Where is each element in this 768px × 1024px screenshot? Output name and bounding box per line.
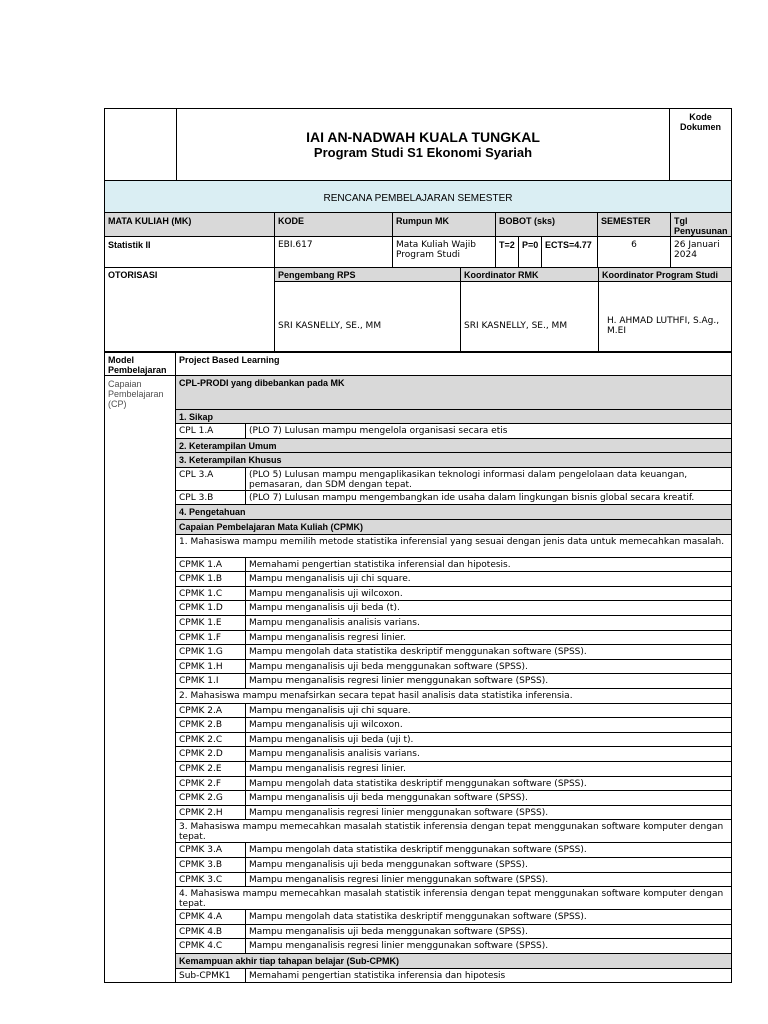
item-code: CPMK 2.B — [176, 718, 246, 733]
cp-label-spacer — [105, 505, 176, 520]
koordinator-prodi-label: Koordinator Program Studi — [599, 268, 732, 282]
item-code: CPMK 2.F — [176, 776, 246, 791]
item-code: CPL 3.A — [176, 467, 246, 490]
item-code: CPMK 1.C — [176, 586, 246, 601]
item-code: CPMK 1.G — [176, 645, 246, 660]
doc-title-cell — [105, 181, 732, 213]
cpmk-group-title: 4. Mahasiswa mampu memecahkan masalah statistik inferensia dengan tepat menggunakan software komputer dengan tepat. — [176, 887, 732, 910]
item-text: Mampu menganalisis uji beda menggunakan software (SPSS). — [246, 659, 732, 674]
cpmk-title: Capaian Pembelajaran Mata Kuliah (CPMK) — [176, 520, 732, 535]
cp-label-spacer — [105, 747, 176, 762]
cp-label-spacer — [105, 409, 176, 424]
item-text: Mampu menganalisis uji wilcoxon. — [246, 718, 732, 733]
item-code: CPMK 2.D — [176, 747, 246, 762]
item-code: CPMK 4.B — [176, 924, 246, 939]
program-name: Program Studi S1 Ekonomi Syariah — [313, 145, 533, 160]
item-code: CPMK 2.A — [176, 703, 246, 718]
cp-label-spacer — [105, 968, 176, 983]
item-code: CPMK 2.H — [176, 805, 246, 820]
semester-header: SEMESTER — [598, 213, 671, 237]
keterampilan-khusus-title: 3. Keterampilan Khusus — [176, 453, 732, 468]
item-text: Mampu menganalisis uji chi square. — [246, 572, 732, 587]
otorisasi-label: OTORISASI — [105, 268, 275, 352]
item-code: CPMK 1.E — [176, 616, 246, 631]
mk-value: Statistik II — [105, 237, 275, 268]
item-code: CPMK 1.H — [176, 659, 246, 674]
bobot-p-value: P=0 — [519, 237, 542, 268]
cp-label-spacer — [105, 805, 176, 820]
item-text: Mampu menganalisis uji beda (t). — [246, 601, 732, 616]
koordinator-rmk-value: SRI KASNELLY, SE., MM — [461, 282, 599, 352]
cp-label-spacer — [105, 910, 176, 925]
item-text: Mampu menganalisis regresi linier menggunakan software (SPSS). — [246, 805, 732, 820]
semester-value: 6 — [598, 237, 671, 268]
cp-label-spacer — [105, 953, 176, 968]
cp-label-spacer — [105, 630, 176, 645]
cp-label-spacer — [105, 791, 176, 806]
item-code: CPMK 1.B — [176, 572, 246, 587]
item-code: CPMK 3.A — [176, 843, 246, 858]
cp-label: Capaian Pembelajaran (CP) — [108, 379, 164, 409]
item-code: CPMK 4.C — [176, 939, 246, 954]
item-code: CPL 1.A — [176, 424, 246, 439]
cp-label-spacer — [105, 534, 176, 557]
cp-label-spacer — [105, 732, 176, 747]
kode-dokumen-label: Kode Dokumen — [679, 112, 721, 132]
item-text: Mampu mengolah data statistika deskriptif menggunakan software (SPSS). — [246, 645, 732, 660]
cp-label-spacer — [105, 490, 176, 505]
tgl-value: 26 Januari 2024 — [671, 237, 732, 268]
kode-dokumen-cell — [670, 109, 732, 181]
rumpun-header: Rumpun MK — [393, 213, 496, 237]
item-code: CPMK 1.D — [176, 601, 246, 616]
otorisasi-table — [104, 267, 732, 352]
item-text: Mampu menganalisis regresi linier. — [246, 630, 732, 645]
cp-label-spacer — [105, 820, 176, 843]
rumpun-value: Mata Kuliah Wajib Program Studi — [393, 237, 496, 268]
cp-label-spacer — [105, 857, 176, 872]
sub-cpmk-title: Kemampuan akhir tiap tahapan belajar (Sub-CPMK) — [176, 953, 732, 968]
institution-name: IAI AN-NADWAH KUALA TUNGKAL — [306, 129, 540, 145]
item-code: CPMK 2.E — [176, 761, 246, 776]
cp-label-spacer — [105, 674, 176, 689]
item-text: Mampu menganalisis uji beda menggunakan software (SPSS). — [246, 857, 732, 872]
cp-label-spacer — [105, 601, 176, 616]
item-text: Mampu menganalisis analisis varians. — [246, 616, 732, 631]
cp-label-spacer — [105, 761, 176, 776]
sikap-title: 1. Sikap — [176, 409, 732, 424]
cp-label-spacer — [105, 453, 176, 468]
item-text: (PLO 5) Lulusan mampu mengaplikasikan teknologi informasi dalam pengelolaan data keuangan, pemasaran, dan SDM dengan tepat. — [246, 467, 732, 490]
item-text: Memahami pengertian statistika inferensial dan hipotesis. — [246, 557, 732, 572]
item-code: CPL 3.B — [176, 490, 246, 505]
item-code: CPMK 1.A — [176, 557, 246, 572]
item-text: Memahami pengertian statistika inferensia dan hipotesis — [246, 968, 732, 983]
cp-label-spacer — [105, 467, 176, 490]
item-text: Mampu mengolah data statistika deskriptif menggunakan software (SPSS). — [246, 910, 732, 925]
item-text: Mampu mengolah data statistika deskriptif menggunakan software (SPSS). — [246, 843, 732, 858]
item-text: Mampu menganalisis uji chi square. — [246, 703, 732, 718]
cpmk-group-title: 3. Mahasiswa mampu memecahkan masalah statistik inferensia dengan tepat menggunakan software komputer dengan tepat. — [176, 820, 732, 843]
model-value: Project Based Learning — [176, 353, 732, 376]
cpmk-group-title: 1. Mahasiswa mampu memilih metode statistika inferensial yang sesuai dengan jenis data untuk memecahkan masalah. — [176, 534, 732, 557]
item-code: CPMK 3.B — [176, 857, 246, 872]
item-code: CPMK 3.C — [176, 872, 246, 887]
doc-title: RENCANA PEMBELAJARAN SEMESTER — [323, 192, 513, 204]
pengembang-value: SRI KASNELLY, SE., MM — [275, 282, 461, 352]
cp-body — [105, 376, 732, 983]
cp-label-spacer — [105, 703, 176, 718]
cp-label-spacer — [105, 586, 176, 601]
cp-label-spacer — [105, 438, 176, 453]
item-text: Mampu menganalisis analisis varians. — [246, 747, 732, 762]
cpl-prodi-title: CPL-PRODI yang dibebankan pada MK — [176, 376, 732, 410]
item-code: CPMK 1.F — [176, 630, 246, 645]
tgl-header: Tgl Penyusunan — [671, 213, 732, 237]
cp-label-spacer — [105, 776, 176, 791]
cpmk-group-title: 2. Mahasiswa mampu menafsirkan secara tepat hasil analisis data statistika inferensia. — [176, 689, 732, 704]
item-text: Mampu menganalisis regresi linier menggunakan software (SPSS). — [246, 674, 732, 689]
item-text: Mampu menganalisis uji beda menggunakan software (SPSS). — [246, 924, 732, 939]
item-text: Mampu menganalisis regresi linier menggunakan software (SPSS). — [246, 939, 732, 954]
kode-header: KODE — [275, 213, 393, 237]
cp-label-spacer — [105, 689, 176, 704]
pengetahuan-title: 4. Pengetahuan — [176, 505, 732, 520]
bobot-header: BOBOT (sks) — [496, 213, 598, 237]
institution-cell — [177, 109, 670, 181]
item-code: Sub-CPMK1 — [176, 968, 246, 983]
cp-label-spacer — [105, 924, 176, 939]
keterampilan-umum-title: 2. Keterampilan Umum — [176, 438, 732, 453]
item-code: CPMK 4.A — [176, 910, 246, 925]
bobot-ects-value: ECTS=4.77 — [542, 237, 598, 268]
kode-value: EBI.617 — [275, 237, 393, 268]
logo-cell — [105, 109, 177, 181]
cp-label-spacer — [105, 872, 176, 887]
item-text: Mampu menganalisis regresi linier menggunakan software (SPSS). — [246, 872, 732, 887]
cp-label-spacer — [105, 718, 176, 733]
cp-label-spacer — [105, 572, 176, 587]
cp-table — [104, 352, 732, 983]
cp-label-spacer — [105, 939, 176, 954]
koordinator-prodi-value: H. AHMAD LUTHFI, S.Ag., M.EI — [599, 282, 732, 352]
header-table — [104, 108, 732, 213]
cp-label-spacer — [105, 557, 176, 572]
cp-label-spacer — [105, 616, 176, 631]
item-text: Mampu menganalisis uji beda menggunakan software (SPSS). — [246, 791, 732, 806]
cp-label-spacer — [105, 645, 176, 660]
item-code: CPMK 2.G — [176, 791, 246, 806]
cp-label-spacer — [105, 520, 176, 535]
bobot-t-value: T=2 — [496, 237, 519, 268]
item-text: (PLO 7) Lulusan mampu mengembangkan ide usaha dalam lingkungan bisnis global secara kreatif. — [246, 490, 732, 505]
koordinator-rmk-label: Koordinator RMK — [461, 268, 599, 282]
cp-label-spacer — [105, 887, 176, 910]
model-label: Model Pembelajaran — [105, 353, 176, 376]
course-table — [104, 212, 732, 268]
pengembang-label: Pengembang RPS — [275, 268, 461, 282]
item-text: (PLO 7) Lulusan mampu mengelola organisasi secara etis — [246, 424, 732, 439]
item-code: CPMK 1.I — [176, 674, 246, 689]
item-text: Mampu mengolah data statistika deskriptif menggunakan software (SPSS). — [246, 776, 732, 791]
item-code: CPMK 2.C — [176, 732, 246, 747]
cp-label-cell — [105, 376, 176, 410]
cp-label-spacer — [105, 659, 176, 674]
mk-header: MATA KULIAH (MK) — [105, 213, 275, 237]
cp-label-spacer — [105, 843, 176, 858]
item-text: Mampu menganalisis regresi linier. — [246, 761, 732, 776]
item-text: Mampu menganalisis uji beda (uji t). — [246, 732, 732, 747]
item-text: Mampu menganalisis uji wilcoxon. — [246, 586, 732, 601]
cp-label-spacer — [105, 424, 176, 439]
